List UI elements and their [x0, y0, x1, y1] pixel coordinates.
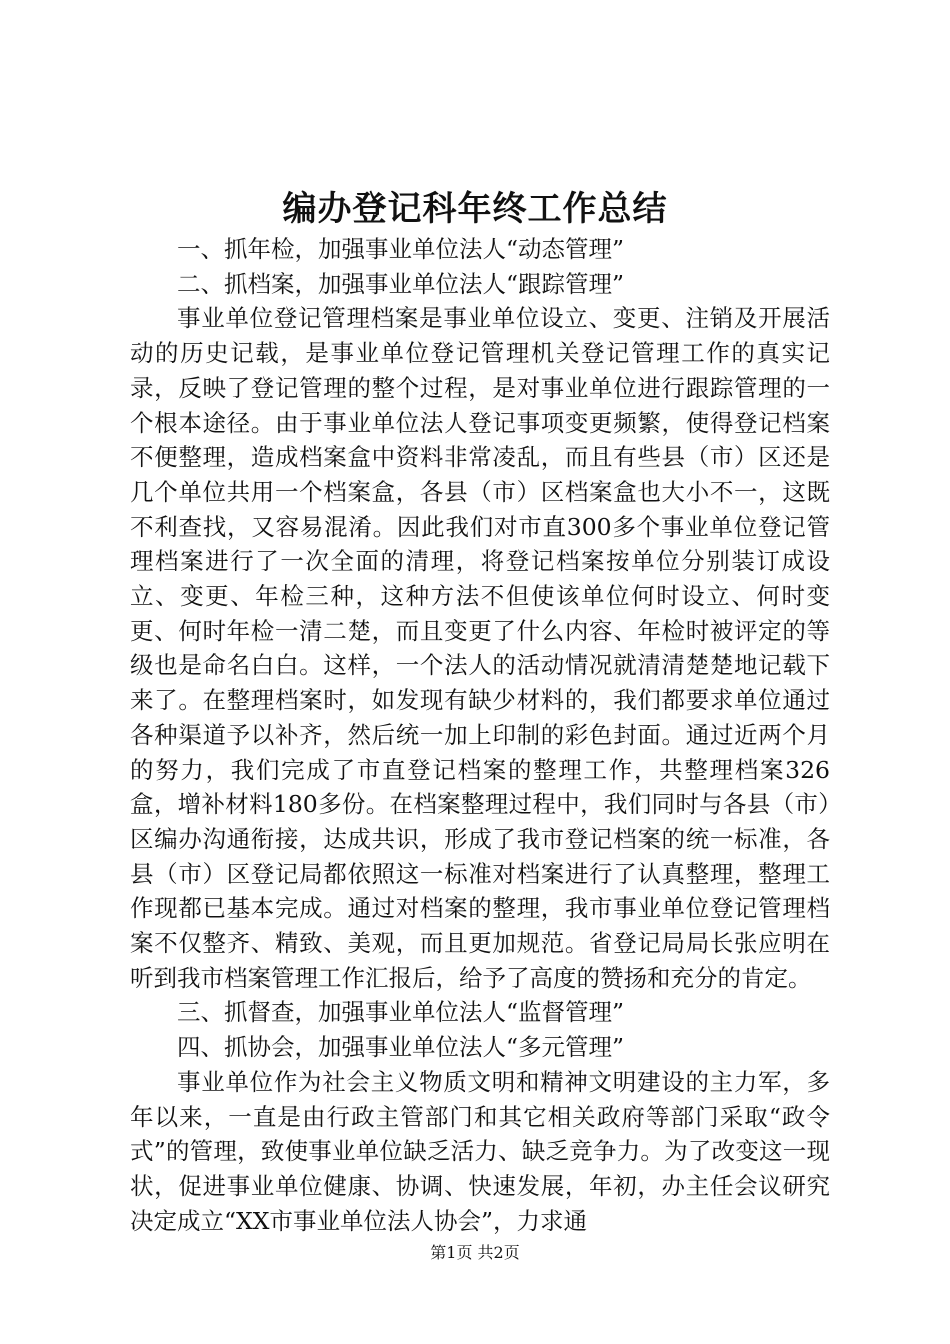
paragraph-association-detail: 事业单位作为社会主义物质文明和精神文明建设的主力军，多年以来，一直是由行政主管部门和其它相关政府等部门采取“政令式”的管理，致使事业单位缺乏活力、缺乏竞争力。为了改变这一现状，促进事业单位健康、协调、快速发展，年初，办主任会议研究决定成立“XX市事业单位法人协会”，力求通: [130, 1067, 830, 1235]
section-heading-annual-inspection: 一、抓年检，加强事业单位法人“动态管理”: [177, 235, 625, 263]
page-number-footer: 第1页 共2页: [430, 1243, 520, 1262]
document-title: 编办登记科年终工作总结: [282, 189, 668, 229]
document-body: [130, 232, 830, 1238]
section-heading-supervision: 三、抓督查，加强事业单位法人“监督管理”: [177, 998, 625, 1027]
paragraph-archives-detail: 事业单位登记管理档案是事业单位设立、变更、注销及开展活动的历史记载，是事业单位登记管理机关登记管理工作的真实记录，反映了登记管理的整个过程，是对事业单位进行跟踪管理的一个根本途径。由于事业单位法人登记事项变更频繁，使得登记档案不便整理，造成档案盒中资料非常凌乱，而且有些县（市）区还是几个单位共用一个档案盒，各县（市）区档案盒也大小不一，这既不利查找，又容易混淆。因此我们对市直300多个事业单位登记管理档案进行了一次全面的清理，将登记档案按单位分别装订成设立、变更、年检三种，这种方法不但使该单位何时设立、何时变更、何时年检一清二楚，而且变更了什么内容、年检时被评定的等级也是命名白白。这样，一个法人的活动情况就清清楚楚地记载下来了。在整理档案时，如发现有缺少材料的，我们都要求单位通过各种渠道予以补齐，然后统一加上印制的彩色封面。通过近两个月的努力，我们完成了市直登记档案的整理工作，共整理档案326盒，增补材料180多份。在档案整理过程中，我们同时与各县（市）区编办沟通衔接，达成共识，形成了我市登记档案的统一标准，各县（市）区登记局都依照这一标准对档案进行了认真整理，整理工作现都已基本完成。通过对档案的整理，我市事业单位登记管理档案不仅整齐、精致、美观，而且更加规范。省登记局局长张应明在听到我市档案管理工作汇报后，给予了高度的赞扬和充分的肯定。: [130, 304, 830, 992]
section-heading-archives: 二、抓档案，加强事业单位法人“跟踪管理”: [177, 269, 625, 298]
section-heading-association: 四、抓协会，加强事业单位法人“多元管理”: [177, 1033, 625, 1062]
